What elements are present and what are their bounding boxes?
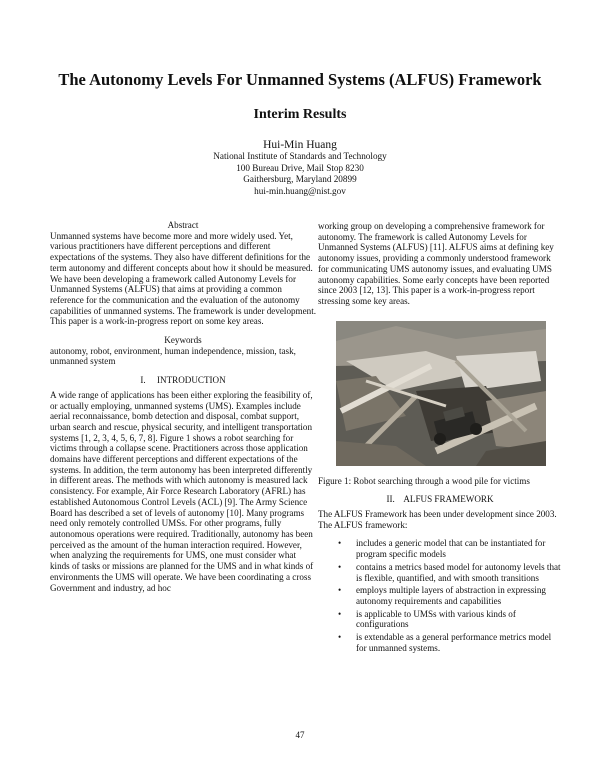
list-item: • contains a metrics based model for autonomy levels that is flexible, quantified, and with smooth transitions: [338, 562, 562, 583]
author-name: Hui-Min Huang: [263, 139, 337, 151]
abstract-text: Unmanned systems have become more and more widely used. Yet, various practitioners have different perceptions and different expectations of the systems. They also have different definitions for the term autonomy and different concepts about how it should be measured. We have been developing a framework called Autonomy Levels for Unmanned Systems (ALFUS) that aims at providing a common reference for the communication and the evaluation of the autonomy capabilities of unmanned systems. The framework is under development. This paper is a work-in-progress report on some key areas.: [50, 230, 317, 327]
right-column: [318, 221, 562, 655]
keywords-text: autonomy, robot, environment, human independence, mission, task, unmanned system: [50, 345, 296, 367]
affiliation-line: Gaithersburg, Maryland 20899: [243, 174, 357, 184]
affiliation-line: 100 Bureau Drive, Mail Stop 8230: [236, 162, 364, 173]
list-item: • employs multiple layers of abstraction in expressing autonomy requirements and capabilities: [338, 585, 562, 606]
list-item: • is applicable to UMSs with various kinds of configurations: [338, 609, 562, 630]
framework-heading: II. ALFUS FRAMEWORK: [386, 494, 494, 505]
list-item: • is extendable as a general performance metrics model for unmanned systems.: [338, 632, 562, 653]
figure-1-caption: Figure 1: Robot searching through a wood pile for victims: [318, 475, 530, 486]
framework-intro-text: The ALFUS Framework has been under development since 2003. The ALFUS framework:: [318, 509, 557, 530]
affiliation-line: National Institute of Standards and Technology: [213, 151, 387, 161]
introduction-text: A wide range of applications has been either exploring the feasibility of, or actually employing, unmanned systems (UMS). Examples include aerial reconnaissance, bomb detection and disposal, combat support, urban search and rescue, physical security, and intelligent transportation systems [1, 2, 3, 4, 5, 6, 7, 8]. Figure 1 shows a robot searching for victims through a collapse scene. Practitioners across those application domains have different perceptions and different expectations of the systems. In addition, the term autonomy has been interpreted differently in different areas. The methods with which autonomy is measured lack consistency. For example, Air Force Research Laboratory (AFRL) has established Autonomous Control Levels (ACL) [9]. The Army Science Board has described a set of levels of autonomy [10]. Many programs need only remotely controlled UMSs. For other programs, fully autonomous operations were required. Traditionally, autonomy has been perceived as the amount of the human interaction required. However, when analyzing the requirements for UMS, one must consider what kinds of tasks or missions are planned for the UMS and in what kinds of environments the UMS will operate. We have been coordinating a cross Government and industry, ad hoc: [50, 389, 314, 593]
framework-bullet-list: [318, 538, 562, 653]
paper-title: The Autonomy Levels For Unmanned Systems (ALFUS) Framework: [58, 70, 542, 89]
author-affiliation: [40, 151, 560, 197]
robot-wood-pile-photo: [336, 321, 546, 466]
introduction-heading: I. INTRODUCTION: [140, 375, 226, 386]
page-number: 47: [295, 730, 305, 740]
list-item: • includes a generic model that can be instantiated for program specific models: [338, 538, 562, 559]
introduction-continued-text: working group on developing a comprehensive framework for autonomy. The framework is called Autonomy Levels for Unmanned Systems (ALFUS) [11]. ALFUS aims at defining key autonomy issues, providing a commonly understood framework for communicating UMS autonomy issues, and evaluating UMS autonomy capabilities. Some early concepts have been reported since 2003 [12, 13]. This paper is a work-in-progress report stressing some key areas.: [318, 221, 554, 306]
keywords-heading: Keywords: [164, 335, 202, 346]
paper-subtitle: Interim Results: [253, 107, 347, 122]
figure-1-photo: [336, 321, 546, 466]
left-column: [50, 220, 316, 593]
abstract-heading: Abstract: [167, 220, 199, 230]
author-email: hui-min.huang@nist.gov: [254, 185, 346, 196]
